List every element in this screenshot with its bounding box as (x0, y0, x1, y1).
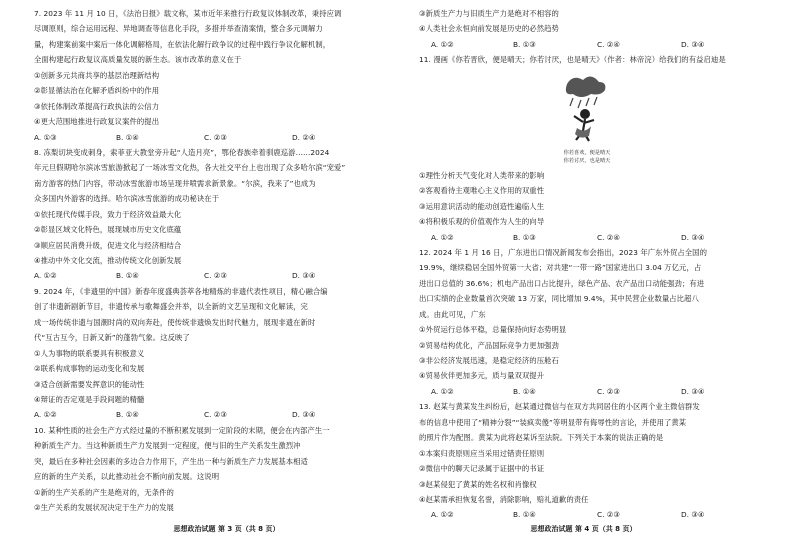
choice-a[interactable]: A. ①② (431, 39, 454, 49)
question-8-option-1: ①依托现代传媒手段，致力于经济效益最大化 (34, 209, 182, 219)
question-11-line-1: 11. 漫画《你若晋欣，便是晴天；你若讨厌，也是晴天》（作者：林帝浣）给我们的有益启迪是 (419, 55, 726, 65)
question-13-choices (419, 507, 767, 522)
page-footer: 思想政治试题 第 3 页（共 8 页） (173, 525, 280, 533)
choice-c[interactable]: C. ②③ (204, 410, 227, 420)
question-12-option-4: ④贸易伙伴更加多元，质与量双双提升 (419, 371, 545, 381)
choice-b[interactable]: B. ①③ (513, 232, 536, 242)
choice-a[interactable]: A. ①② (34, 410, 57, 420)
question-13-option-1: ①本案归责原则应当采用过错责任原则 (419, 448, 545, 458)
choice-c[interactable]: C. ②③ (204, 132, 227, 142)
choice-a[interactable]: A. ①② (431, 510, 454, 520)
choice-a[interactable]: A. ①② (431, 386, 454, 396)
question-13-option-3: ③赵某侵犯了黄某的姓名权和肖像权 (419, 479, 537, 489)
caption-line-1: 你若喜欢，便是晴天 (563, 149, 611, 156)
question-11-choices (419, 230, 767, 245)
question-8-line-1: 8. 冻梨切块变成刺身，索菲亚大教堂旁升起“人造月亮”，鄂伦春族牵着驯鹿巡游……2024 (34, 147, 330, 157)
question-10-line-4: 应的新的生产关系，以此推动社会不断向前发展。这说明 (34, 472, 220, 482)
exam-page-4 (397, 0, 794, 551)
question-10-choices (419, 37, 767, 52)
question-13-line-2: 布的信息中使用了“精神分裂”“装疯卖傻”等明显带有侮辱性的言论，并使用了黄某 (419, 417, 687, 427)
question-11-option-3: ③运用意识活动的能动创造性遍临人生 (419, 201, 545, 211)
question-11-option-1: ①理性分析天气变化对人类带来的影响 (419, 170, 545, 180)
cartoon-figure (419, 68, 767, 168)
question-8-option-2: ②彰显区域文化特色，展现城市历史文化底蕴 (34, 225, 182, 235)
question-10-line-3: 突，最后在多种社会因素的多边合力作用下，产生出一种与新质生产力发展基本相适 (34, 456, 308, 466)
question-10-option-4: ④人类社会永恒向前发展是历史的必然趋势 (419, 24, 559, 34)
page-footer: 思想政治试题 第 4 页（共 8 页） (530, 525, 637, 533)
question-9-option-4: ④辩证的否定观是手段间题的精髓 (34, 394, 145, 404)
choice-d[interactable]: D. ③④ (681, 232, 705, 242)
choice-b[interactable]: B. ①④ (116, 132, 139, 142)
choice-d[interactable]: D. ③④ (681, 39, 705, 49)
question-7-choices (34, 130, 372, 145)
question-9-choices (34, 407, 372, 422)
choice-d[interactable]: D. ③④ (292, 410, 316, 420)
question-9-option-1: ①人为事物的联系要具有积极意义 (34, 348, 145, 358)
question-7-line-2: 尽调原则，综合运用远程、异地调查等信息化手段，多措并举查清案情，整合多元调解力 (34, 24, 323, 34)
question-10-line-1: 10. 某种性质的社会生产方式经过量的不断积累发展到一定阶段的末期，便会在内部产生一 (34, 425, 330, 435)
question-9-option-2: ②联系构成事物的运动变化和发展 (34, 364, 145, 374)
choice-b[interactable]: B. ①④ (116, 410, 139, 420)
choice-b[interactable]: B. ①④ (513, 386, 536, 396)
question-12-option-1: ①外贸运行总体平稳，总量保持向好态势明显 (419, 325, 567, 335)
question-7-line-1: 7. 2023 年 11 月 10 日，《法治日报》载文称，某市近年来推行行政复议体制改革，秉持应调 (34, 9, 342, 18)
question-10-option-3: ③新质生产力与旧质生产力是绝对不相容的 (419, 9, 559, 18)
question-8-option-3: ③顺应居民消费升级，促进文化与经济相结合 (34, 240, 182, 250)
question-13-line-3: 的照片作为配图。黄某为此将赵某诉至法院。下列关于本案的说法正确的是 (419, 433, 664, 443)
question-8-line-2: 年元旦假期哈尔滨冰雪旅游掀起了一场冰雪文化热，各大社交平台上也出现了众多哈尔滨“宠爱” (34, 163, 346, 173)
choice-c[interactable]: C. ②④ (597, 39, 620, 49)
question-12-line-2: 19.9%，继续稳居全国外贸第一大省；对共建“一带一路”国家进出口 3.04 万亿元，占 (419, 263, 702, 273)
question-12-line-4: 出口实绩的企业数量首次突破 13 万家，同比增加 9.4%，其中民营企业数量占比超八 (419, 294, 699, 304)
question-7-line-3: 量，构建案前案中案后一体化调解格局，在依法化解行政争议的过程中践行争议化解机制， (34, 39, 331, 49)
left-column (34, 6, 372, 515)
choice-a[interactable]: A. ①③ (34, 132, 57, 142)
question-10-line-2: 种新质生产力。当这种新质生产力发展到一定程度，便与旧的生产关系发生激烈冲 (34, 441, 301, 451)
question-7-option-2: ②彰显循法治在化解矛盾纠纷中的作用 (34, 86, 160, 96)
dancing-person-icon (574, 109, 594, 141)
choice-d[interactable]: D. ③④ (292, 271, 316, 281)
question-7-option-1: ①创新多元共商共享的基层治理新结构 (34, 70, 160, 80)
choice-a[interactable]: A. ①② (431, 232, 454, 242)
question-10-option-1: ①新的生产关系的产生是绝对的，无条件的 (34, 487, 174, 497)
choice-d[interactable]: D. ③④ (681, 386, 705, 396)
question-8-choices (34, 268, 372, 283)
question-13-option-2: ②微信中的聊天记录属于证据中的书证 (419, 464, 545, 474)
question-7-option-4: ④更大范围地推进行政复议案件的提出 (34, 117, 160, 127)
question-10-option-2: ②生产关系的发展状况决定于生产力的发展 (34, 503, 174, 512)
choice-b[interactable]: B. ①④ (513, 510, 536, 520)
question-12-line-5: 成。由此可见，广东 (419, 309, 486, 319)
question-9-line-4: 代“互古互今，日新又新”的蓬勃气象。这反映了 (34, 333, 190, 343)
cartoon-caption (564, 148, 612, 164)
choice-a[interactable]: A. ①② (34, 271, 57, 281)
question-11-option-4: ④将积极乐观的价值观作为人生的向导 (419, 217, 545, 227)
question-11-option-2: ②客观看待主观唯心主义作用的双重性 (419, 186, 545, 196)
choice-c[interactable]: C. ②③ (597, 386, 620, 396)
right-column (419, 6, 767, 523)
question-7-option-3: ③依托体制改革提高行政执法的公信力 (34, 101, 160, 111)
choice-c[interactable]: C. ②④ (597, 232, 620, 242)
question-8-line-3: 南方游客的热门内容，带动冰雪旅游市场呈现井喷需求新景象。“尔滨，我来了”也成为 (34, 178, 316, 188)
choice-c[interactable]: C. ②③ (204, 271, 227, 281)
question-9-line-2: 创了非遗新剧新节目，非遗传承与歌舞盛会并举，以全新的文艺呈现和文化解读，完 (34, 302, 308, 312)
choice-d[interactable]: D. ②④ (292, 132, 316, 142)
question-12-line-3: 进出口总值的 36.6%；机电产品出口占比提升，绿色产品、农产品出口动能强劲；有进 (419, 278, 705, 288)
question-12-option-3: ③非公经济发展迅速，是稳定经济的压舱石 (419, 356, 559, 365)
question-13-option-4: ④赵某需承担恢复名誉，消除影响，赔礼道歉的责任 (419, 494, 589, 504)
choice-c[interactable]: C. ②③ (597, 510, 620, 520)
cartoon-illustration (537, 70, 637, 166)
caption-line-2: 你若讨厌，也是晴天 (563, 157, 611, 164)
rain-cloud-icon (566, 76, 606, 108)
question-12-line-1: 12. 2024 年 1 月 16 日，广东进出口情况新闻发布会指出，2023 年广东外贸占全国的 (419, 247, 707, 257)
question-9-option-3: ③适合创新需要发挥意识的能动性 (34, 379, 145, 389)
question-8-line-4: 众多国内外游客的选择。哈尔滨冰雪旅游的成功秘诀在于 (34, 194, 220, 204)
question-12-choices (419, 384, 767, 399)
choice-b[interactable]: B. ①③ (513, 39, 536, 49)
question-8-option-4: ④推动中外文化交流，推动传统文化创新发展 (34, 256, 182, 265)
question-9-line-1: 9. 2024 年，《非遗里的中国》新春年度盛典荟萃各地精炼的非遗代表性项目，精心融合编 (34, 286, 328, 296)
question-9-line-3: 成一场传统非遗与国潮时尚的双向奔赴，使传统非遗焕发出时代魅力，展现非遗在新时 (34, 317, 316, 327)
choice-d[interactable]: D. ③④ (681, 510, 705, 520)
choice-b[interactable]: B. ①④ (116, 271, 139, 281)
question-12-option-2: ②贸易结构优化，产品国际竞争力更加强劲 (419, 340, 559, 350)
question-13-line-1: 13. 赵某与黄某发生纠纷后，赵某通过微信与在双方共同居住的小区两个业主微信群发 (419, 402, 700, 412)
question-7-line-4: 全面构建起行政复议高质量发展的新生态。该市改革的意义在于 (34, 55, 242, 65)
